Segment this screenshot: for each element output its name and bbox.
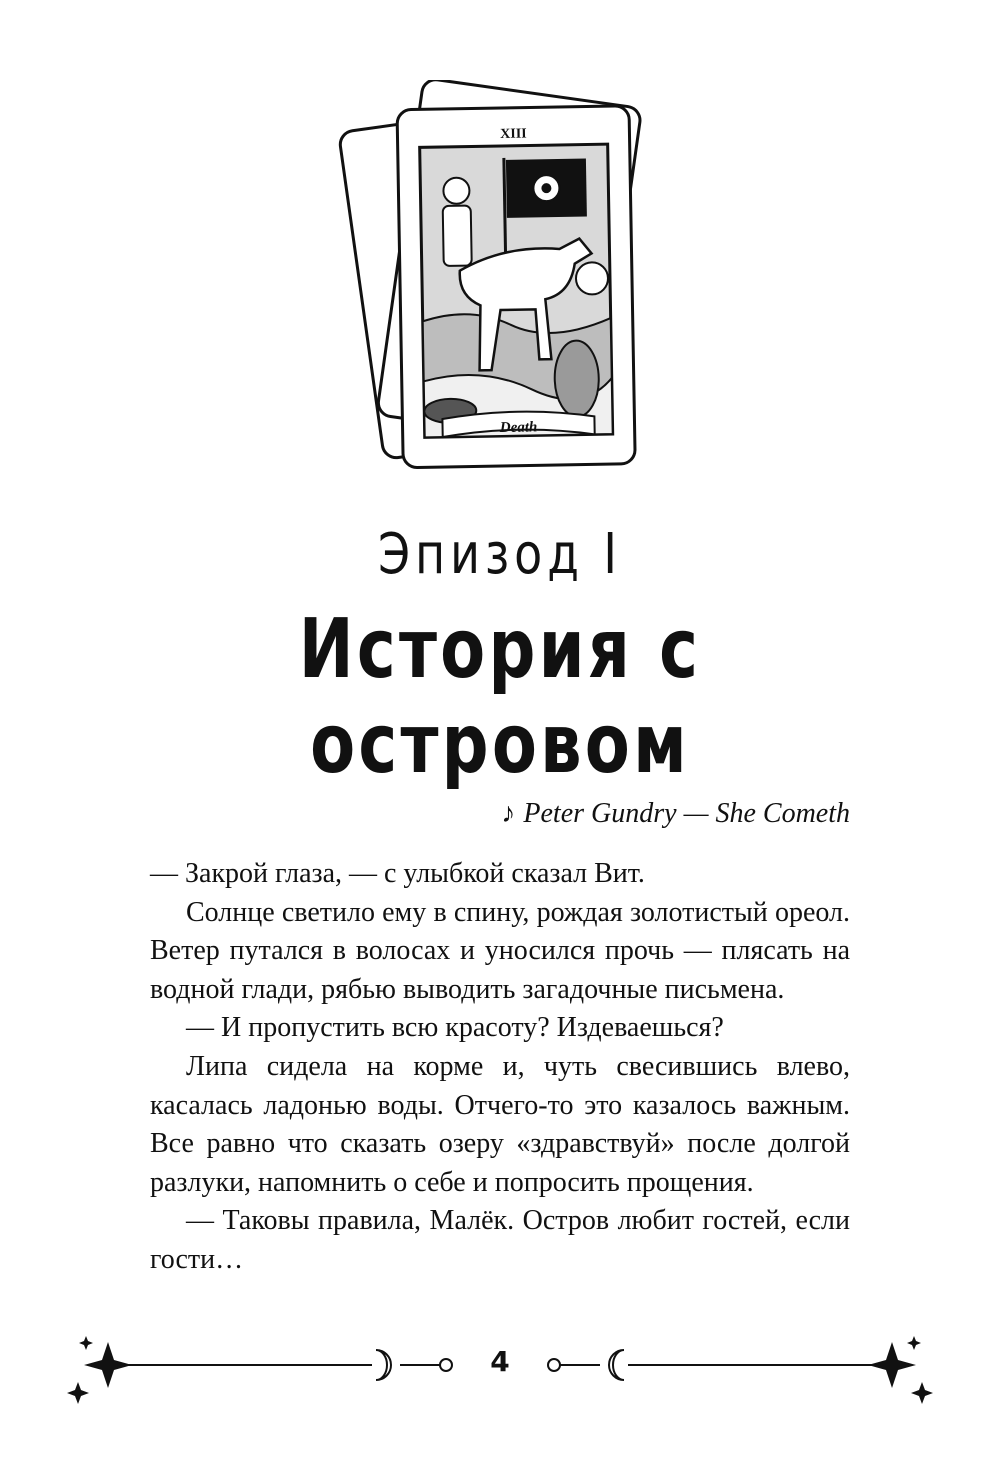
tarot-cards-illustration: [330, 80, 650, 475]
paragraph: Солнце светило ему в спину, рождая золотистый ореол. Ветер путался в волосах и уносился прочь — плясать на водной глади, рябью выводить загадочные письмена.: [150, 896, 850, 1005]
episode-heading: Эпизод I: [378, 522, 622, 587]
music-note-icon: ♪: [501, 798, 516, 829]
page-number: 4: [490, 1345, 510, 1378]
paragraph: — Таковы правила, Малёк. Остров любит гостей, если гости…: [150, 1205, 850, 1275]
paragraph: — Закрой глаза, — с улыбкой сказал Вит.: [150, 858, 645, 889]
music-epigraph: [501, 798, 850, 830]
paragraph: — И пропустить всю красоту? Издеваешься?: [186, 1012, 724, 1044]
card-caption: Death: [499, 419, 538, 437]
epigraph-text: Peter Gundry — She Cometh: [523, 798, 850, 829]
chapter-title: История с островом: [298, 602, 702, 792]
body-text: [150, 855, 850, 1280]
paragraph: Липа сидела на корме и, чуть свесившись влево, касалась ладонью воды. Отчего-то это казалось важным. Все равно что сказать озеру «здравствуй» после долгой разлуки, напомнить о себе и попросить прощения.: [150, 1050, 850, 1198]
card-numeral: XIII: [500, 126, 527, 142]
